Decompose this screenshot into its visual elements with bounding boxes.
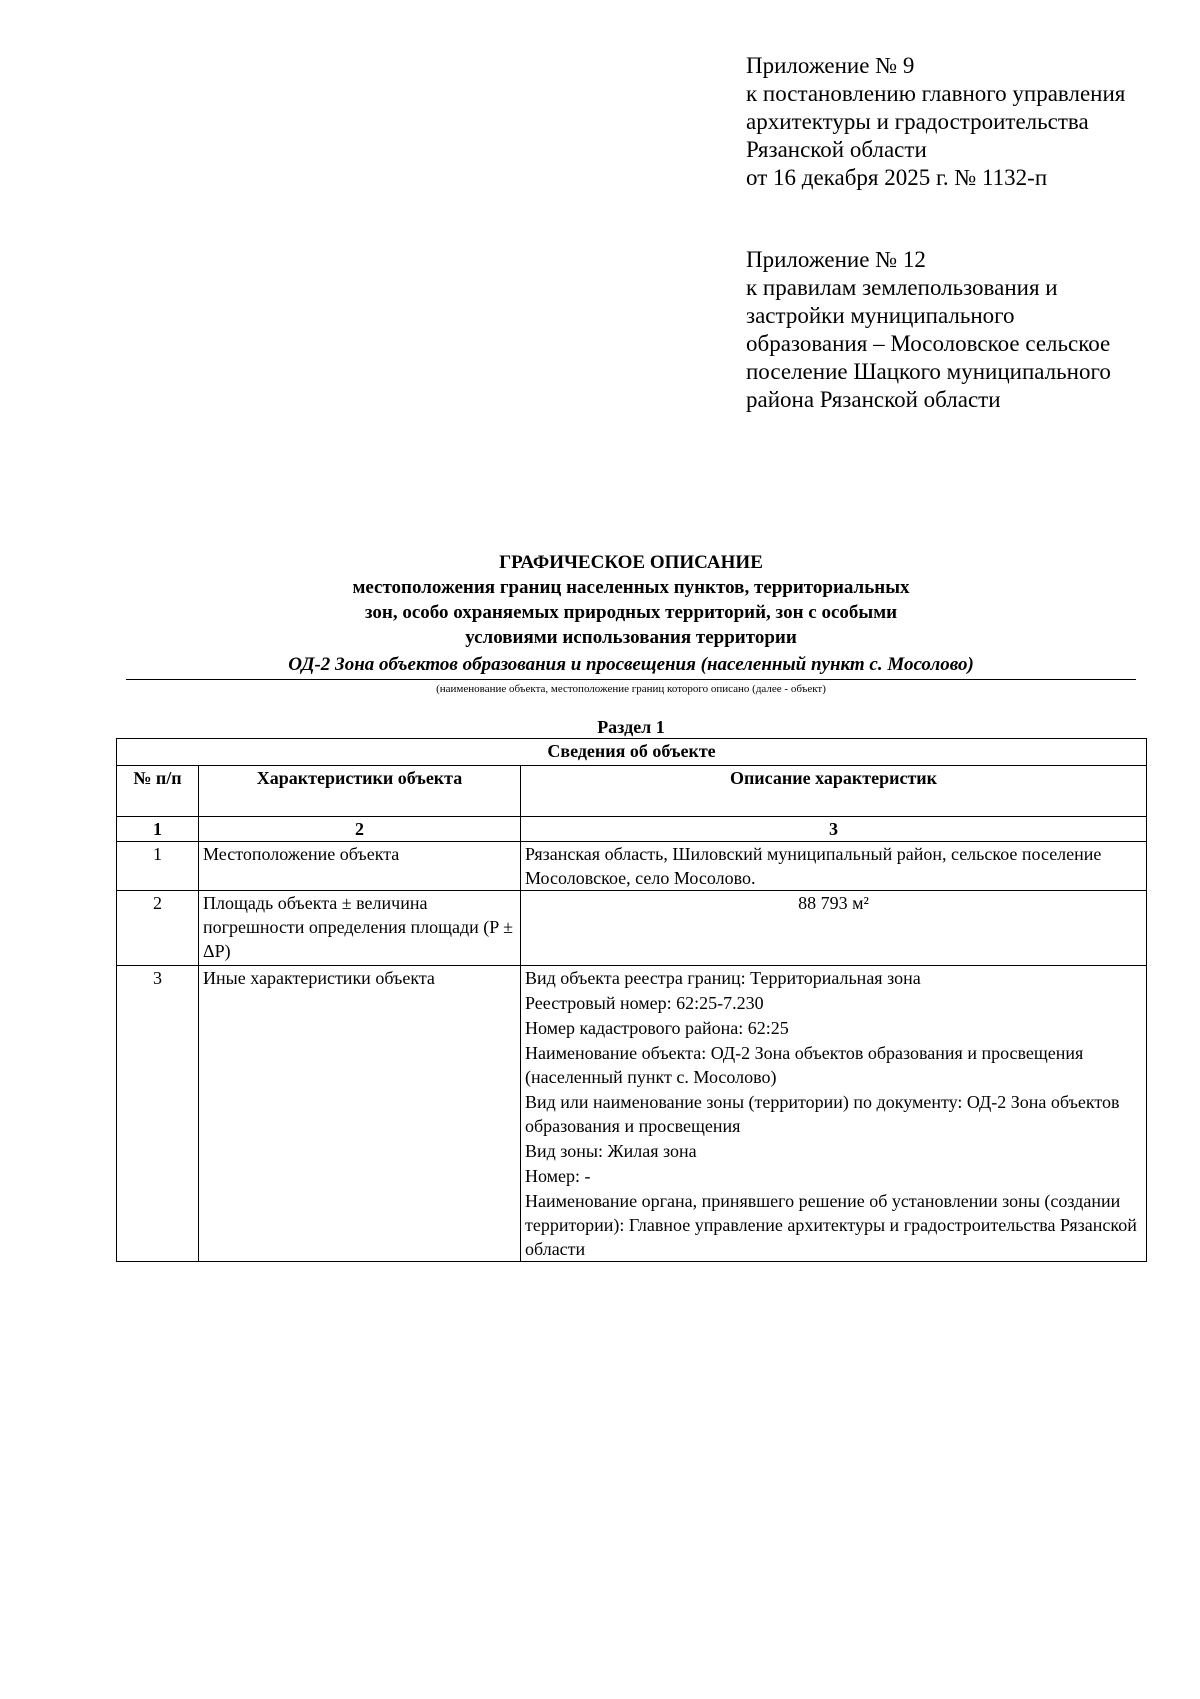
header-characteristic: Характеристики объекта	[199, 766, 521, 817]
appendix-9-line-4: Рязанской области	[746, 137, 927, 162]
row-number: 1	[117, 842, 199, 891]
description-line: Наименование объекта: ОД-2 Зона объектов образования и просвещения (населенный пункт с. Мосолово)	[525, 1043, 1084, 1087]
appendix-9-line-3: архитектуры и градостроительства	[746, 109, 1089, 134]
column-number-row	[117, 817, 1147, 842]
row-description: Рязанская область, Шиловский муниципальный район, сельское поселение Мосоловское, село Мосолово.	[521, 842, 1147, 891]
object-name: ОД-2 Зона объектов образования и просвещения (населенный пункт с. Мосолово)	[288, 654, 974, 675]
section-heading: Раздел 1	[597, 717, 665, 737]
object-info-table	[116, 738, 1147, 1262]
title-line-4: условиями использования территории	[465, 627, 797, 648]
description-line: Вид объекта реестра границ: Территориальная зона	[525, 968, 921, 988]
description-line: Реестровый номер: 62:25-7.230	[525, 993, 764, 1013]
header-num: № п/п	[117, 766, 199, 817]
table-caption-row	[117, 739, 1147, 766]
description-line: Вид или наименование зоны (территории) по документу: ОД-2 Зона объектов образования и просвещения	[525, 1092, 1120, 1136]
table-caption: Сведения об объекте	[117, 739, 1147, 766]
document-title	[126, 550, 1136, 650]
row-number: 3	[117, 966, 199, 1262]
description-line: Вид зоны: Жилая зона	[525, 1141, 697, 1161]
description-line: Номер: -	[525, 1166, 591, 1186]
appendix-12-line-6: района Рязанской области	[746, 387, 1001, 412]
appendix-12-line-4: образования – Мосоловское сельское	[746, 331, 1111, 356]
description-line: Номер кадастрового района: 62:25	[525, 1018, 789, 1038]
row-characteristic: Иные характеристики объекта	[199, 966, 521, 1262]
appendix-12-line-3: застройки муниципального	[746, 303, 1015, 328]
appendix-9-line-1: Приложение № 9	[746, 53, 915, 78]
appendix-12-line-2: к правилам землепользования и	[746, 275, 1058, 300]
column-number: 2	[199, 817, 521, 842]
title-line-3: зон, особо охраняемых природных территорий, зон с особыми	[364, 602, 898, 623]
appendix-12-block	[746, 246, 1186, 414]
row-characteristic: Местоположение объекта	[199, 842, 521, 891]
table-header-row	[117, 766, 1147, 817]
object-name-underline	[126, 679, 1136, 680]
appendix-9-line-2: к постановлению главного управления	[746, 81, 1126, 106]
row-characteristic: Площадь объекта ± величина погрешности определения площади (P ± ΔP)	[199, 891, 521, 966]
title-line-1: ГРАФИЧЕСКОЕ ОПИСАНИЕ	[499, 552, 763, 573]
table-row	[117, 842, 1147, 891]
appendix-12-line-1: Приложение № 12	[746, 247, 926, 272]
description-line: Наименование органа, принявшего решение об установлении зоны (создании территории): Главное управление архитектуры и градостроительства Рязанской области	[525, 1191, 1137, 1259]
title-line-2: местоположения границ населенных пунктов, территориальных	[352, 577, 910, 598]
row-description	[521, 966, 1147, 1262]
object-name-caption: (наименование объекта, местоположение границ которого описано (далее - объект)	[436, 683, 826, 695]
table-row	[117, 891, 1147, 966]
row-number: 2	[117, 891, 199, 966]
header-description: Описание характеристик	[521, 766, 1147, 817]
column-number: 1	[117, 817, 199, 842]
column-number: 3	[521, 817, 1147, 842]
appendix-9-block	[746, 52, 1186, 192]
appendix-12-line-5: поселение Шацкого муниципального	[746, 359, 1111, 384]
row-description: 88 793 м²	[521, 891, 1147, 966]
appendix-9-line-5: от 16 декабря 2025 г. № 1132-п	[746, 165, 1048, 190]
table-row	[117, 966, 1147, 1262]
